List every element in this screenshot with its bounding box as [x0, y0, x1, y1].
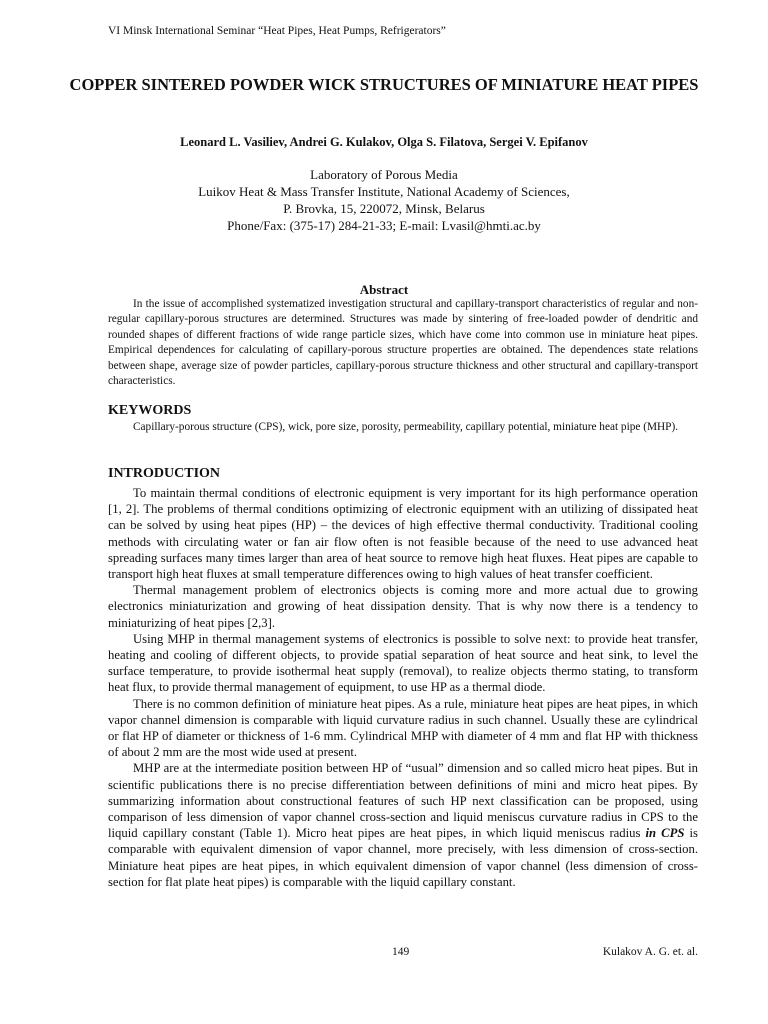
intro-paragraph-text: MHP are at the intermediate position between HP of “usual” dimension and so called micro heat pipes. But in scientific publications there is no precise differentiation between definitions of mini and micro heat pipes. By summarizing information about constructional features of such HP next classification can be proposed, using comparison of less dimension of vapor channel cross-section and liquid meniscus curvature radius in CPS to the liquid capillary constant (Table 1). Micro heat pipes are heat pipes, in which liquid meniscus radius: [108, 761, 698, 841]
introduction-heading: INTRODUCTION: [108, 466, 221, 481]
affiliation-lab: Laboratory of Porous Media: [310, 167, 458, 182]
page-number: 149: [392, 946, 410, 958]
abstract-text: In the issue of accomplished systematized investigation structural and capillary-transport characteristics of regular and non-regular capillary-porous structures are determined. Structures was made by sintering of free-loaded powder of dendritic and rounded shapes of different fractions of wide range particle sizes, which have come into common use in miniature heat pipes. Empirical dependences for calculating of capillary-porous structure properties are obtained. The dependences state relations between shape, average size of powder particles, capillary-porous structure thickness and other structural and capillary-transport characteristics.: [108, 298, 698, 388]
paper-title: COPPER SINTERED POWDER WICK STRUCTURES OF MINIATURE HEAT PIPES: [69, 75, 699, 94]
intro-paragraph-text: is comparable with equivalent dimension of vapor channel, more precisely, with less dimension of cross-section. Miniature heat pipes are heat pipes, in which equivalent dimension of vapor channel (less dimension of cross-section for flat plate heat pipes) is comparable with the liquid capillary constant.: [108, 826, 698, 889]
affiliation-institute: Luikov Heat & Mass Transfer Institute, National Academy of Sciences,: [198, 184, 570, 199]
introduction-body: [108, 485, 698, 890]
intro-paragraph: [108, 760, 698, 890]
affiliation-contact: Phone/Fax: (375-17) 284-21-33; E-mail: Lvasil@hmti.ac.by: [227, 218, 541, 233]
affiliation-address: P. Brovka, 15, 220072, Minsk, Belarus: [283, 201, 485, 216]
keywords-heading: KEYWORDS: [108, 403, 192, 418]
author-list: Leonard L. Vasiliev, Andrei G. Kulakov, Olga S. Filatova, Sergei V. Epifanov: [180, 135, 588, 149]
intro-paragraph: Thermal management problem of electronics objects is coming more and more actual due to growing electronics miniaturization and growing of heat dissipation density. That is why now there is a tendency to miniaturizing of heat pipes [2,3].: [108, 583, 698, 630]
intro-paragraph: Using MHP in thermal management systems of electronics is possible to solve next: to provide heat transfer, heating and cooling of different objects, to provide spatial separation of heat source and heat sink, to level the surface temperature, to provide isothermal heat supply (removal), to realize objects thermo stating, to transform heat flux, to provide thermal management of equipment, to use HP as a thermal diode.: [108, 631, 698, 695]
running-head: VI Minsk International Seminar “Heat Pipes, Heat Pumps, Refrigerators”: [108, 25, 446, 37]
keywords-text: Capillary-porous structure (CPS), wick, pore size, porosity, permeability, capillary potential, miniature heat pipe (MHP).: [133, 421, 679, 433]
abstract-heading: Abstract: [359, 282, 409, 297]
emphasis-in-cps: in CPS: [645, 826, 685, 841]
footer-author: Kulakov A. G. et. al.: [602, 946, 698, 958]
affiliation-block: [60, 166, 708, 234]
intro-paragraph: There is no common definition of miniature heat pipes. As a rule, miniature heat pipes are heat pipes, in which vapor channel dimension is comparable with liquid curvature radius in such channel. Usually these are cylindrical or flat HP of diameter or thickness of 1-6 mm. Cylindrical MHP with diameter of 4 mm and flat HP with thickness of about 2 mm are the most wide used at present.: [108, 696, 698, 760]
intro-paragraph: To maintain thermal conditions of electronic equipment is very important for its high performance operation [1, 2]. The problems of thermal conditions optimizing of electronic equipment with an utilizing of dissipated heat can be solved by using heat pipes (HP) – the devices of high effective thermal conductivity. Traditional cooling methods with circulating water or fan air flow often is not feasible because of the need to use advanced heat spreading surfaces many times larger than area of heat source to remove high heat fluxes. Heat pipes are capable to transport high heat fluxes at small temperature differences owing to high values of heat transfer coefficient.: [108, 486, 698, 582]
